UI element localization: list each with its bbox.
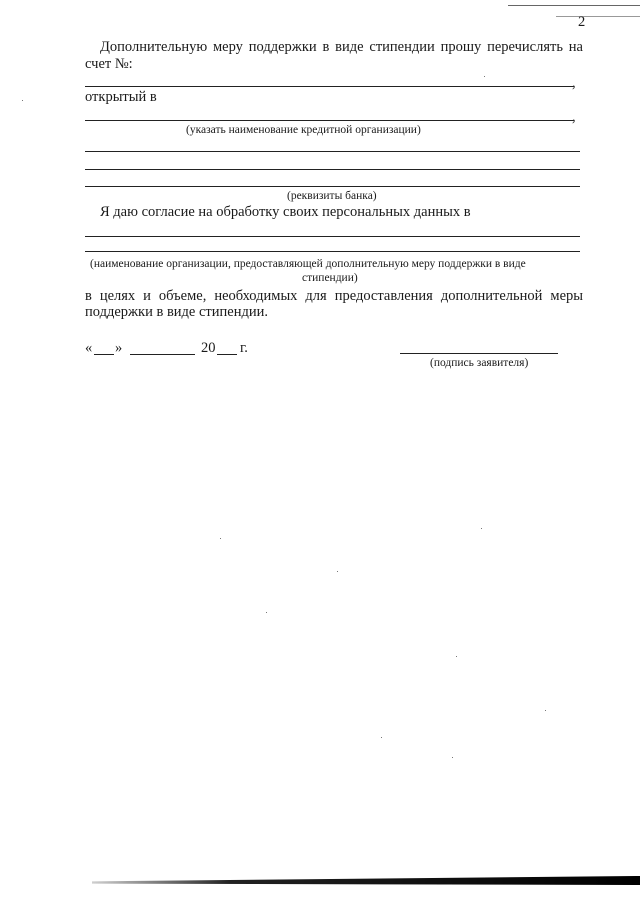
bank-details-field-2[interactable] — [85, 169, 580, 170]
date-year-field[interactable] — [217, 354, 237, 355]
scan-speck — [481, 528, 482, 529]
page-number: 2 — [578, 14, 586, 30]
date-year-prefix: 20 — [201, 340, 216, 356]
purpose-line2: поддержки в виде стипендии. — [85, 304, 269, 320]
scan-speck — [22, 100, 23, 101]
date-month-field[interactable] — [130, 354, 195, 355]
scan-speck — [220, 538, 221, 539]
consent-text: Я даю согласие на обработку своих персональных данных в — [100, 204, 471, 220]
date-close-quote: » — [115, 340, 123, 356]
account-number-field[interactable] — [85, 86, 573, 87]
scan-speck — [381, 737, 382, 738]
organization-caption-line2: стипендии) — [302, 272, 358, 284]
scan-speck — [545, 710, 546, 711]
bank-details-field-3[interactable] — [85, 186, 580, 187]
account-comma: , — [572, 75, 576, 91]
scan-speck — [266, 612, 267, 613]
account-request-line2: счет №: — [85, 56, 133, 72]
date-year-suffix: г. — [240, 340, 248, 356]
signature-caption: (подпись заявителя) — [430, 357, 529, 369]
organization-caption-line1: (наименование организации, предоставляющей дополнительную меру поддержки в виде — [90, 258, 526, 270]
scan-speck — [452, 757, 453, 758]
scan-edge-line — [556, 16, 640, 17]
purpose-line1: в целях и объеме, необходимых для предоставления дополнительной меры — [85, 288, 583, 304]
organization-field-2[interactable] — [85, 251, 580, 252]
signature-field[interactable] — [400, 353, 558, 354]
credit-organization-caption: (указать наименование кредитной организации) — [186, 124, 421, 136]
bank-details-field-1[interactable] — [85, 151, 580, 152]
credit-organization-field[interactable] — [85, 120, 573, 121]
bank-comma: , — [572, 109, 576, 125]
organization-field-1[interactable] — [85, 236, 580, 237]
scan-edge-shadow — [92, 876, 640, 885]
scan-speck — [456, 656, 457, 657]
scan-edge-line — [508, 5, 640, 6]
bank-details-caption: (реквизиты банка) — [287, 190, 377, 202]
opened-in-label: открытый в — [85, 89, 157, 105]
scan-speck — [484, 76, 485, 77]
date-day-field[interactable] — [94, 354, 114, 355]
account-request-line1: Дополнительную меру поддержки в виде стипендии прошу перечислять на — [100, 39, 583, 55]
scan-speck — [337, 571, 338, 572]
date-open-quote: « — [85, 340, 93, 356]
